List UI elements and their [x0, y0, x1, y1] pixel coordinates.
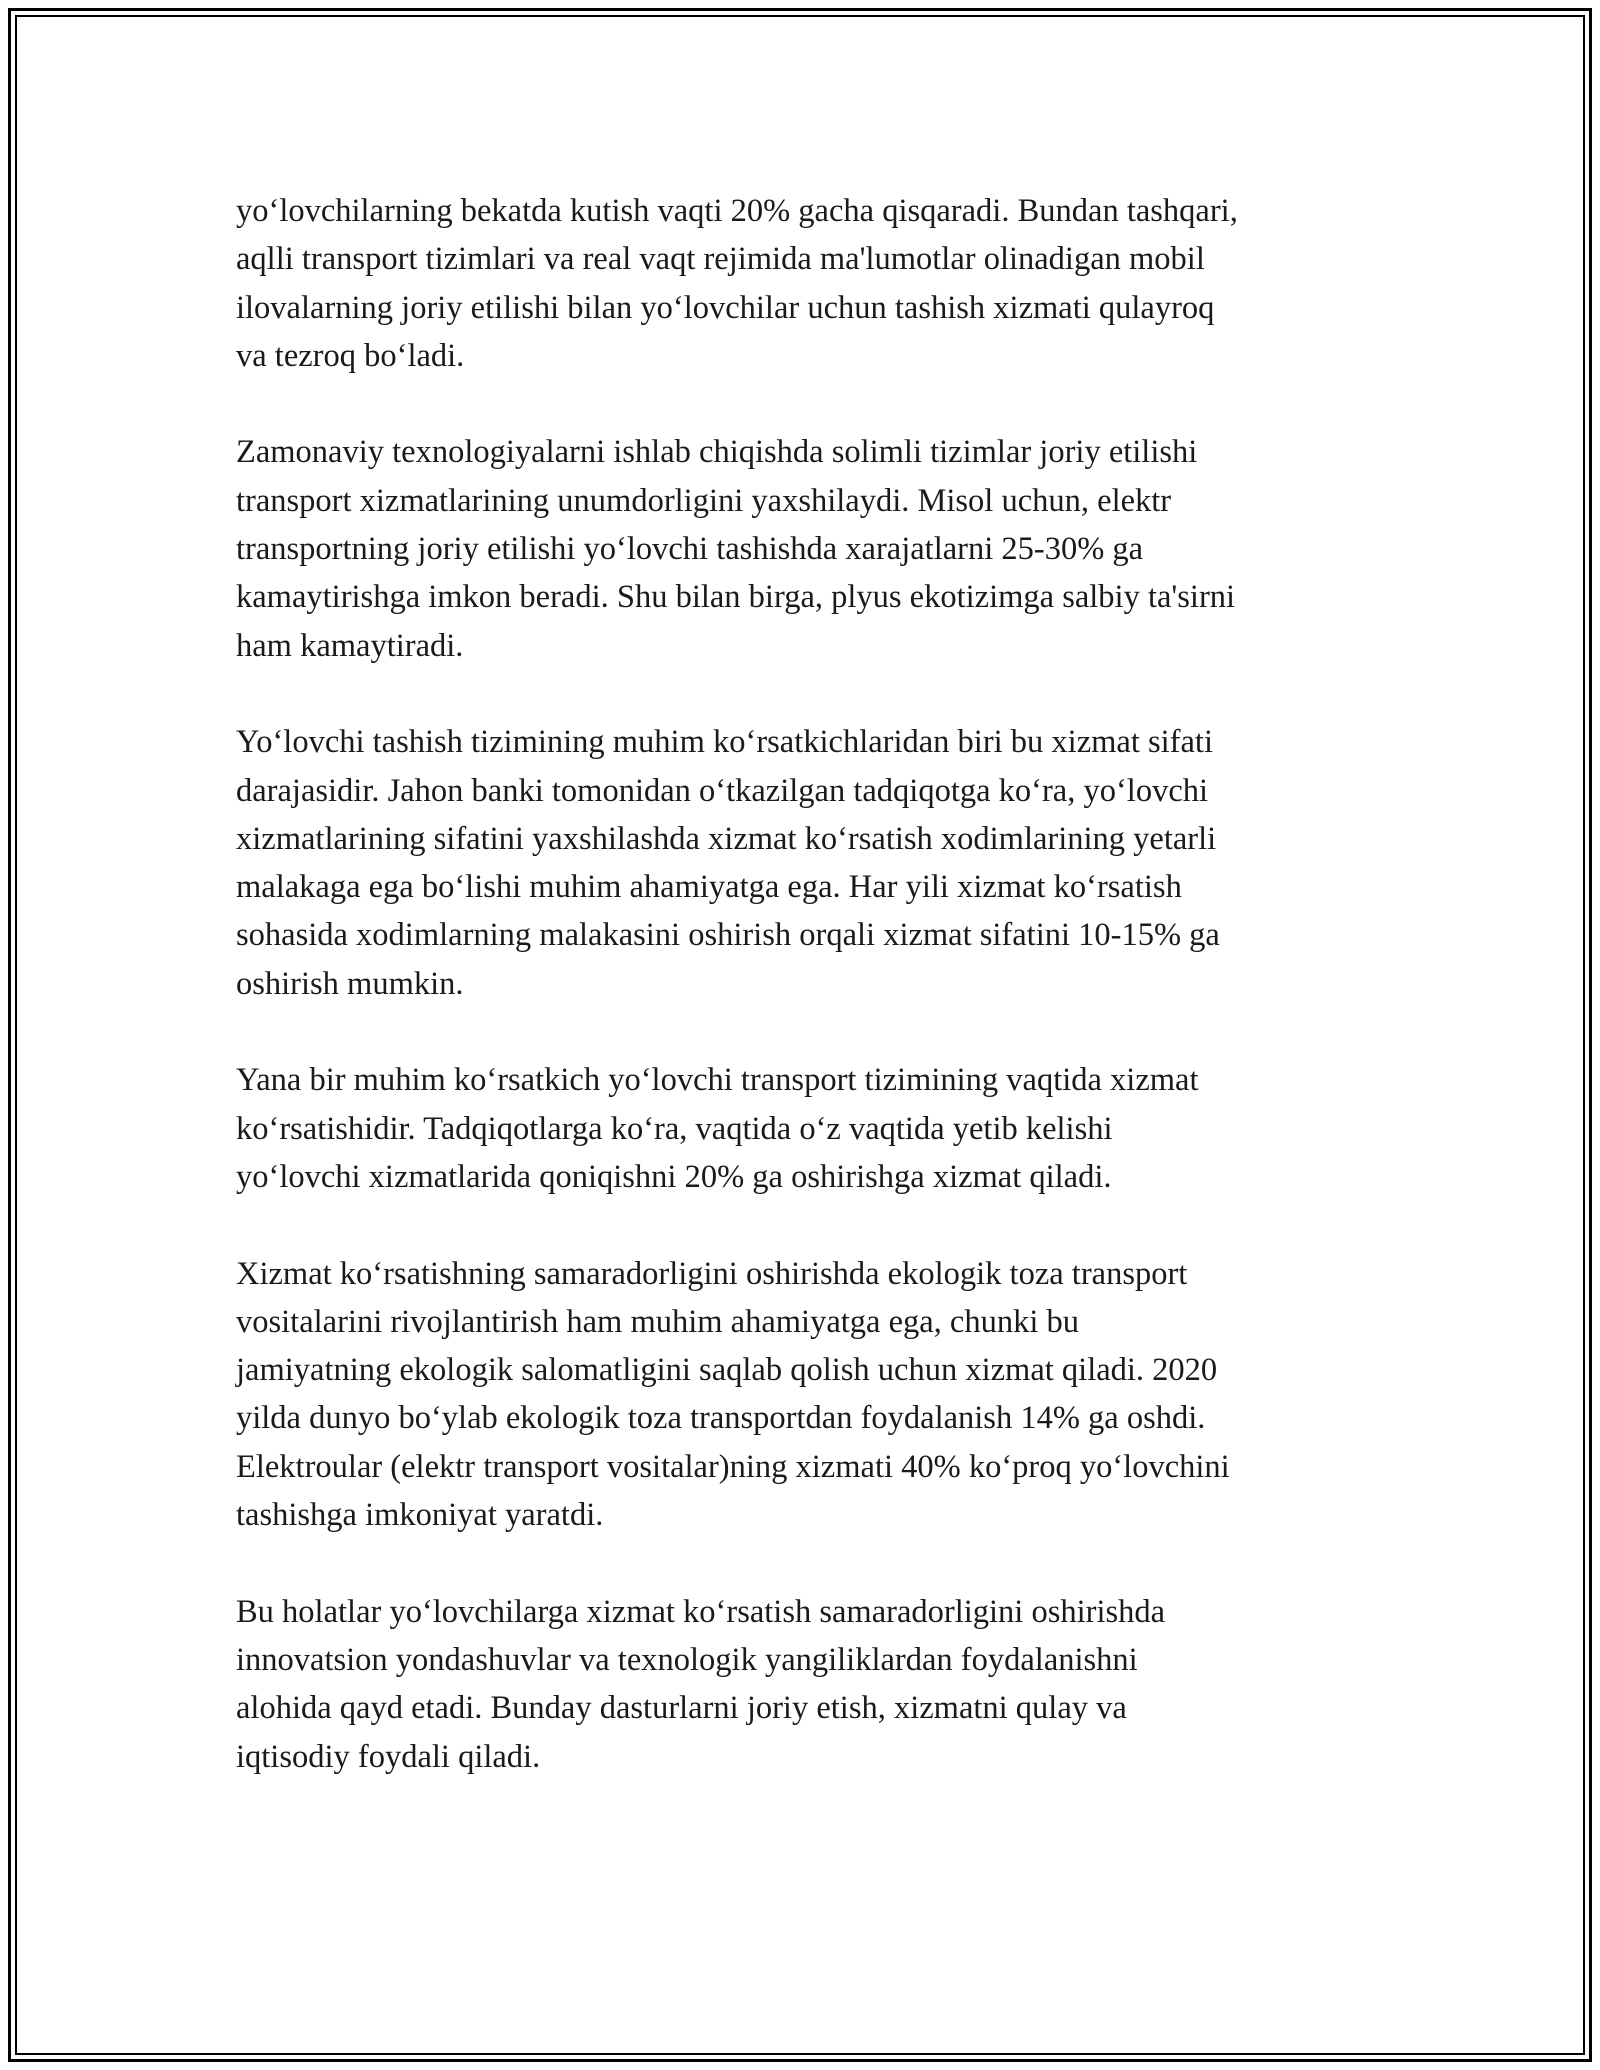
- text-line: iqtisodiy foydali qiladi.: [236, 1738, 541, 1775]
- text-line: xizmatlarining sifatini yaxshilashda xizmat ko‘rsatish xodimlarining yetarli: [236, 820, 1217, 857]
- text-line: Xizmat ko‘rsatishning samaradorligini oshirishda ekologik toza transport: [236, 1255, 1188, 1292]
- paragraph: [236, 718, 1386, 1008]
- text-line: va tezroq bo‘ladi.: [236, 337, 465, 374]
- text-line: jamiyatning ekologik salomatligini saqlab qolish uchun xizmat qiladi. 2020: [236, 1352, 1218, 1389]
- text-line: tashishga imkoniyat yaratdi.: [236, 1497, 604, 1534]
- paragraph: [236, 428, 1386, 669]
- text-line: innovatsion yondashuvlar va texnologik yangiliklardan foydalanishni: [236, 1641, 1138, 1678]
- text-line: Yana bir muhim ko‘rsatkich yo‘lovchi transport tizimining vaqtida xizmat: [236, 1062, 1199, 1099]
- text-line: malakaga ega bo‘lishi muhim ahamiyatga ega. Har yili xizmat ko‘rsatish: [236, 869, 1182, 906]
- text-line: yo‘lovchi xizmatlarida qoniqishni 20% ga oshirishga xizmat qiladi.: [236, 1158, 1112, 1195]
- text-line: Bu holatlar yo‘lovchilarga xizmat ko‘rsatish samaradorligini oshirishda: [236, 1593, 1166, 1630]
- text-line: yo‘lovchilarning bekatda kutish vaqti 20% gacha qisqaradi. Bundan tashqari,: [236, 193, 1238, 229]
- text-line: alohida qayd etadi. Bunday dasturlarni joriy etish, xizmatni qulay va: [236, 1690, 1127, 1727]
- paragraph: [236, 1056, 1386, 1201]
- text-line: yilda dunyo bo‘ylab ekologik toza transportdan foydalanish 14% ga oshdi.: [236, 1400, 1206, 1437]
- text-line: transport xizmatlarining unumdorligini yaxshilaydi. Misol uchun, elektr: [236, 482, 1172, 519]
- text-line: transportning joriy etilishi yo‘lovchi tashishda xarajatlarni 25-30% ga: [236, 531, 1144, 568]
- text-line: oshirish mumkin.: [236, 965, 464, 1002]
- paragraph: [236, 1588, 1386, 1781]
- text-line: ham kamaytiradi.: [236, 627, 464, 664]
- document-body: [236, 187, 1386, 1829]
- text-line: ilovalarning joriy etilishi bilan yo‘lovchilar uchun tashish xizmati qulayroq: [236, 289, 1215, 326]
- paragraph: [236, 187, 1386, 380]
- text-line: ko‘rsatishidir. Tadqiqotlarga ko‘ra, vaqtida o‘z vaqtida yetib kelishi: [236, 1110, 1113, 1147]
- text-line: Yo‘lovchi tashish tizimining muhim ko‘rsatkichlaridan biri bu xizmat sifati: [236, 724, 1213, 761]
- text-line: aqlli transport tizimlari va real vaqt rejimida ma'lumotlar olinadigan mobil: [236, 241, 1205, 278]
- text-line: vositalarini rivojlantirish ham muhim ahamiyatga ega, chunki bu: [236, 1303, 1080, 1340]
- paragraph: [236, 1250, 1386, 1540]
- text-line: kamaytirishga imkon beradi. Shu bilan birga, plyus ekotizimga salbiy ta'sirni: [236, 579, 1236, 616]
- text-line: Zamonaviy texnologiyalarni ishlab chiqishda solimli tizimlar joriy etilishi: [236, 434, 1198, 471]
- text-line: sohasida xodimlarning malakasini oshirish orqali xizmat sifatini 10-15% ga: [236, 917, 1220, 954]
- text-line: Elektroular (elektr transport vositalar)ning xizmati 40% ko‘proq yo‘lovchini: [236, 1448, 1230, 1485]
- text-line: darajasidir. Jahon banki tomonidan o‘tkazilgan tadqiqotga ko‘ra, yo‘lovchi: [236, 772, 1209, 809]
